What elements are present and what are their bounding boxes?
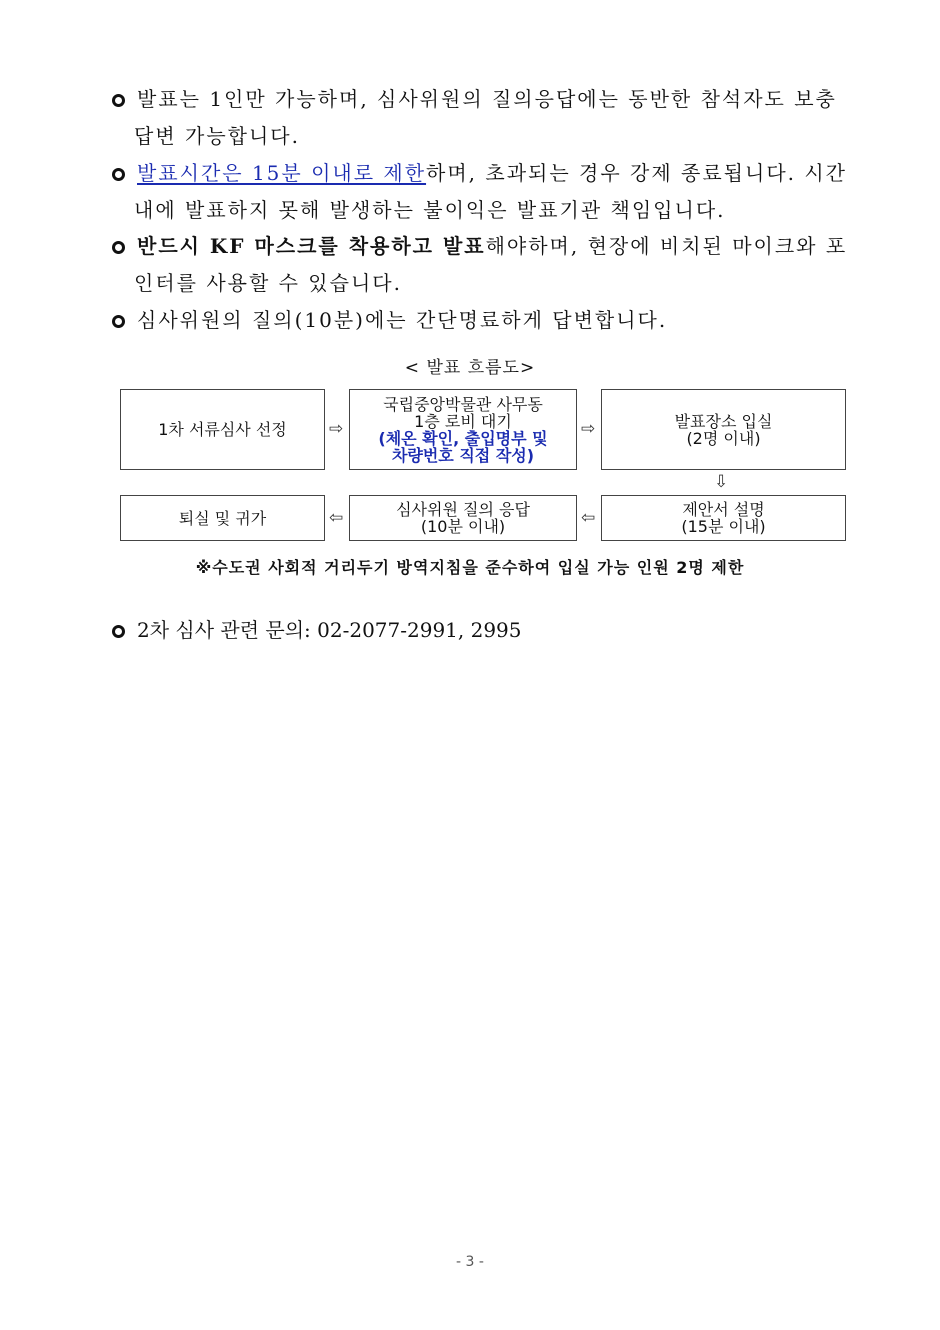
flow-box-label: 심사위원 질의 응답: [396, 500, 530, 519]
right-arrow-icon: ⇨: [329, 419, 344, 439]
circle-bullet-icon: [112, 315, 125, 328]
left-arrow-icon: ⇦: [329, 508, 344, 528]
flow-box-label: (10분 이내): [420, 517, 506, 536]
bullet-qa: [112, 302, 852, 339]
bold-text: 반드시 KF 마스크를 착용하고 발표: [137, 234, 486, 258]
distancing-note: ※수도권 사회적 거리두기 방역지침을 준수하여 입실 가능 인원 2명 제한: [195, 558, 745, 577]
flow-box-label: 제안서 설명: [682, 500, 765, 519]
flow-box-exit: [120, 495, 325, 541]
bullet-text: 해야하며, 현장에 비치된 마이크와 포: [485, 234, 848, 258]
bullet-text: 발표는 1인만 가능하며, 심사위원의 질의응답에는 동반한 참석자도 보충: [137, 87, 837, 111]
flow-box-label: 발표장소 입실: [674, 411, 773, 431]
right-arrow-icon: ⇨: [581, 419, 596, 439]
circle-bullet-icon: [112, 94, 125, 107]
bullet-text-cont: 답변 가능합니다.: [134, 124, 300, 148]
flow-box-label: 퇴실 및 귀가: [178, 508, 267, 528]
flow-title: < 발표 흐름도>: [404, 358, 536, 378]
flow-box-label: (2명 이내): [686, 428, 761, 448]
flow-box-lobby: [349, 389, 577, 470]
bullet-time-limit: [112, 155, 852, 229]
bullet-text: 하며, 초과되는 경우 강제 종료됩니다. 시간: [426, 161, 847, 185]
left-arrow-icon: ⇦: [581, 508, 596, 528]
bullet-inquiry: [112, 612, 852, 649]
flow-box-enter: [601, 389, 846, 470]
highlight-text: 발표시간은 15분 이내로 제한: [137, 161, 427, 185]
bullet-text: 2차 심사 관련 문의: 02-2077-2991, 2995: [137, 618, 522, 642]
bullet-text-cont: 인터를 사용할 수 있습니다.: [134, 271, 402, 295]
bullet-text-cont: 내에 발표하지 못해 발생하는 불이익은 발표기관 책임입니다.: [134, 198, 726, 222]
flow-box-label: 1층 로비 대기: [414, 411, 512, 431]
circle-bullet-icon: [112, 625, 125, 638]
circle-bullet-icon: [112, 241, 125, 254]
flow-box-selection: [120, 389, 325, 470]
flow-box-label: (15분 이내): [681, 517, 766, 536]
circle-bullet-icon: [112, 168, 125, 181]
flow-box-label: 1차 서류심사 선정: [158, 420, 287, 439]
bullet-mask: [112, 228, 852, 302]
flow-box-presentation: [601, 495, 846, 541]
bullet-presenter: [112, 81, 852, 155]
flow-box-label: 국립중앙박물관 사무동: [383, 394, 543, 414]
bullet-text: 심사위원의 질의(10분)에는 간단명료하게 답변합니다.: [137, 308, 668, 332]
down-arrow-icon: ⇩: [714, 472, 729, 492]
page-number: - 3 -: [456, 1254, 484, 1270]
flow-box-blue-label: 차량번호 직접 작성): [391, 445, 535, 465]
flow-box-blue-label: (체온 확인, 출입명부 및: [378, 428, 548, 448]
flow-box-qa: [349, 495, 577, 541]
